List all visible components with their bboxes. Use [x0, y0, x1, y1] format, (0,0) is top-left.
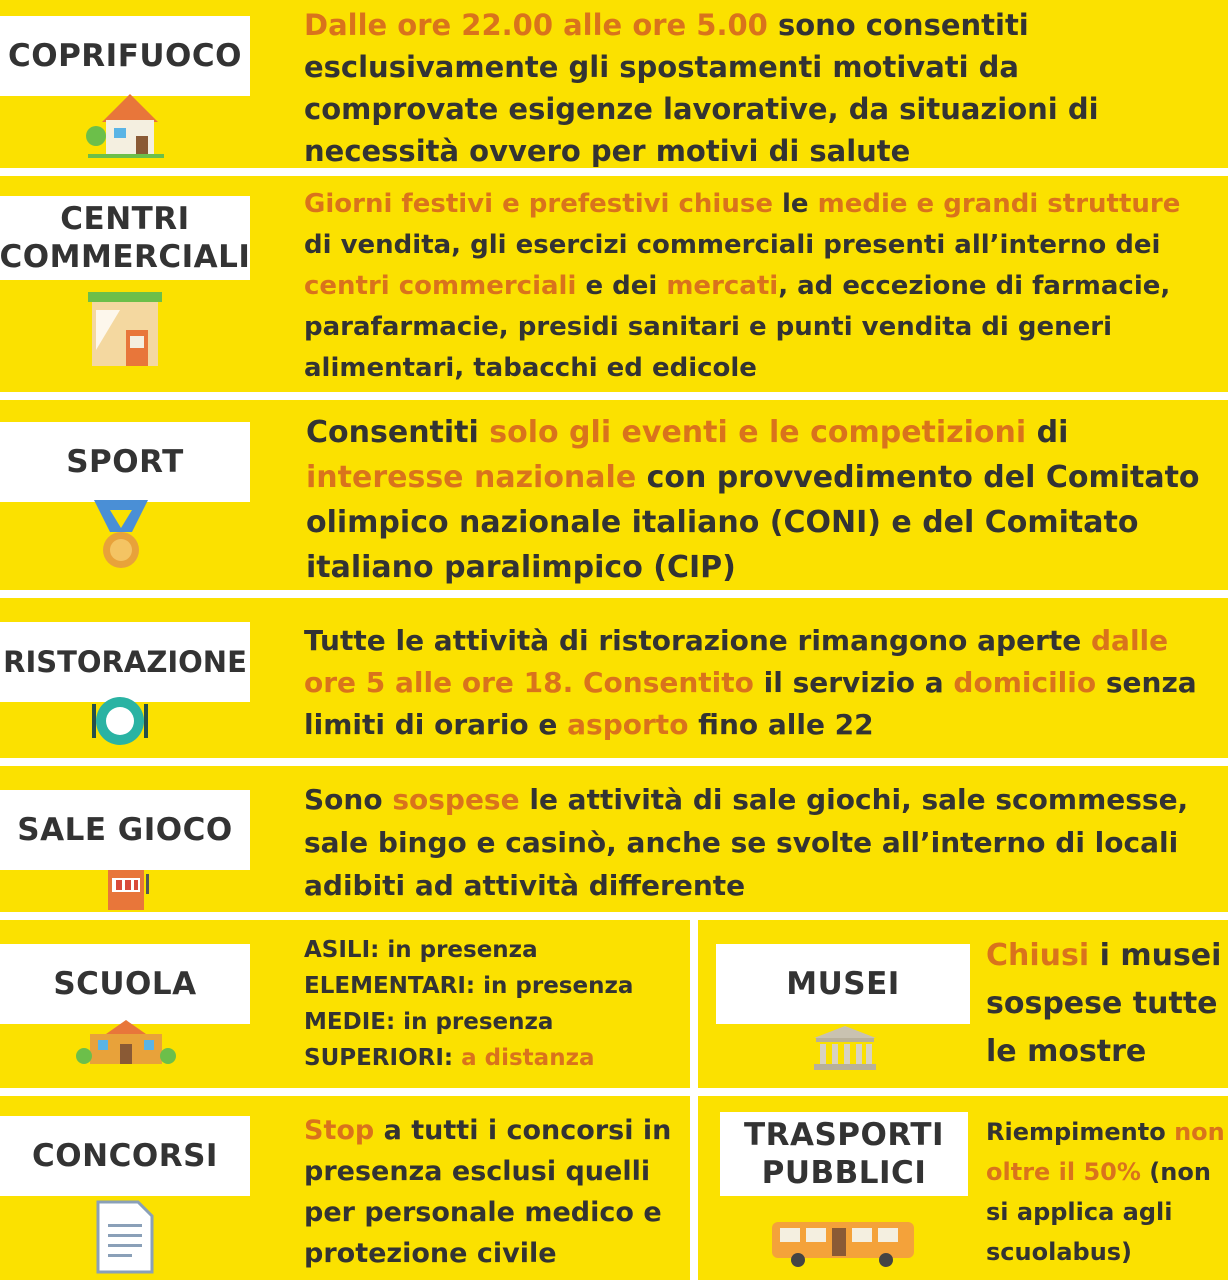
highlight-text: Stop [304, 1115, 375, 1146]
body-text: ELEMENTARI: [304, 973, 476, 999]
scuola-label: SCUOLA [0, 944, 250, 1024]
row-trasporti [698, 1096, 1228, 1280]
school-icon [76, 1016, 176, 1068]
highlight-text: domicilio [953, 666, 1097, 699]
body-text: , ad eccezione di farmacie, parafarmacie, presidi sanitari e punti vendita di generi alimentari, tabacchi ed edicole [304, 271, 1171, 383]
document-icon [94, 1198, 156, 1276]
trasporti-text [986, 1112, 1228, 1272]
body-text: senza limiti di orario e [304, 666, 1197, 741]
centri-commerciali-text [304, 184, 1214, 389]
row-ristorazione [0, 598, 1228, 758]
slot-machine-icon [104, 866, 152, 912]
trasporti-label [720, 1112, 968, 1196]
row-sale-gioco [0, 766, 1228, 912]
body-text: SUPERIORI: [304, 1045, 454, 1071]
body-text: sono consentiti esclusivamente gli spostamenti motivati da comprovate esigenze lavorative, da situazioni di necessità ovvero per motivi di salute [304, 8, 1099, 168]
row-scuola [0, 920, 690, 1088]
sport-label: SPORT [0, 422, 250, 502]
concorsi-label: CONCORSI [0, 1116, 250, 1196]
concorsi-text [304, 1110, 690, 1274]
highlight-text: mercati [666, 271, 779, 301]
highlight-text: solo gli eventi e le competizioni [489, 415, 1027, 450]
highlight-text: centri commerciali [304, 271, 577, 301]
body-text: Sono [304, 783, 393, 816]
centri-commerciali-label [0, 196, 250, 280]
highlight-text: Chiusi [986, 938, 1090, 973]
sale-gioco-text [304, 778, 1214, 907]
plate-icon [86, 694, 154, 748]
house-icon [84, 84, 168, 160]
centri-label-line1: CENTRI [60, 201, 190, 237]
trasporti-label-line1: TRASPORTI [743, 1117, 945, 1153]
body-text: in presenza [395, 1009, 554, 1035]
body-text: Consentiti [306, 415, 490, 450]
body-text: (non si applica agli scuolabus) [986, 1158, 1211, 1266]
highlight-text: a distanza [453, 1045, 595, 1071]
body-text: le [772, 189, 818, 219]
sport-text [306, 410, 1216, 590]
highlight-text: Giorni festivi e prefestivi chiuse [304, 189, 773, 219]
body-text: e dei [576, 271, 667, 301]
scuola-line-asili [304, 932, 684, 968]
shop-icon [86, 290, 164, 370]
body-text: in presenza [475, 973, 634, 999]
body-text: a tutti i concorsi in presenza esclusi quelli per personale medico e protezione civile [304, 1115, 672, 1269]
highlight-text: sospese [392, 783, 520, 816]
body-text: ASILI: [304, 937, 380, 963]
trasporti-label-line2: PUBBLICI [761, 1155, 927, 1191]
medal-icon [88, 498, 154, 572]
body-text: con provvedimento del Comitato olimpico nazionale italiano (CONI) e del Comitato italiano paralimpico (CIP) [306, 460, 1200, 585]
row-coprifuoco [0, 0, 1228, 168]
ristorazione-text [304, 620, 1214, 746]
coprifuoco-text [304, 4, 1204, 168]
body-text: di [1026, 415, 1069, 450]
row-centri-commerciali [0, 176, 1228, 392]
musei-text [986, 932, 1228, 1076]
body-text: le attività di sale giochi, sale scommesse, sale bingo e casinò, anche se svolte all’interno di locali adibiti ad attività differente [304, 783, 1189, 902]
highlight-text: dalle ore 5 alle ore 18. Consentito [304, 624, 1169, 699]
body-text: Riempimento [986, 1118, 1175, 1146]
highlight-text: medie e grandi strutture [817, 189, 1181, 219]
body-text: fino alle 22 [688, 708, 874, 741]
body-text: di vendita, gli esercizi commerciali presenti all’interno dei [304, 230, 1161, 260]
body-text: MEDIE: [304, 1009, 396, 1035]
row-concorsi [0, 1096, 690, 1280]
highlight-text: Dalle ore 22.00 alle ore 5.00 [304, 8, 768, 42]
musei-label: MUSEI [716, 944, 970, 1024]
body-text: il servizio a [753, 666, 954, 699]
highlight-text: interesse nazionale [306, 460, 637, 495]
scuola-line-elementari [304, 968, 684, 1004]
highlight-text: asporto [567, 708, 689, 741]
centri-label-line2: COMMERCIALI [0, 239, 251, 275]
row-sport [0, 400, 1228, 590]
scuola-line-medie [304, 1004, 684, 1040]
body-text: i musei sospese tutte le mostre [986, 938, 1222, 1069]
sale-gioco-label: SALE GIOCO [0, 790, 250, 870]
scuola-line-superiori [304, 1040, 684, 1076]
row-musei [698, 920, 1228, 1088]
scuola-text [304, 932, 684, 1076]
highlight-text: non oltre il 50% [986, 1118, 1225, 1186]
ristorazione-label: RISTORAZIONE [0, 622, 250, 702]
museum-icon [810, 1024, 880, 1072]
body-text: in presenza [379, 937, 538, 963]
bus-icon [768, 1216, 918, 1270]
body-text: Tutte le attività di ristorazione rimangono aperte [304, 624, 1091, 657]
coprifuoco-label: COPRIFUOCO [0, 16, 250, 96]
